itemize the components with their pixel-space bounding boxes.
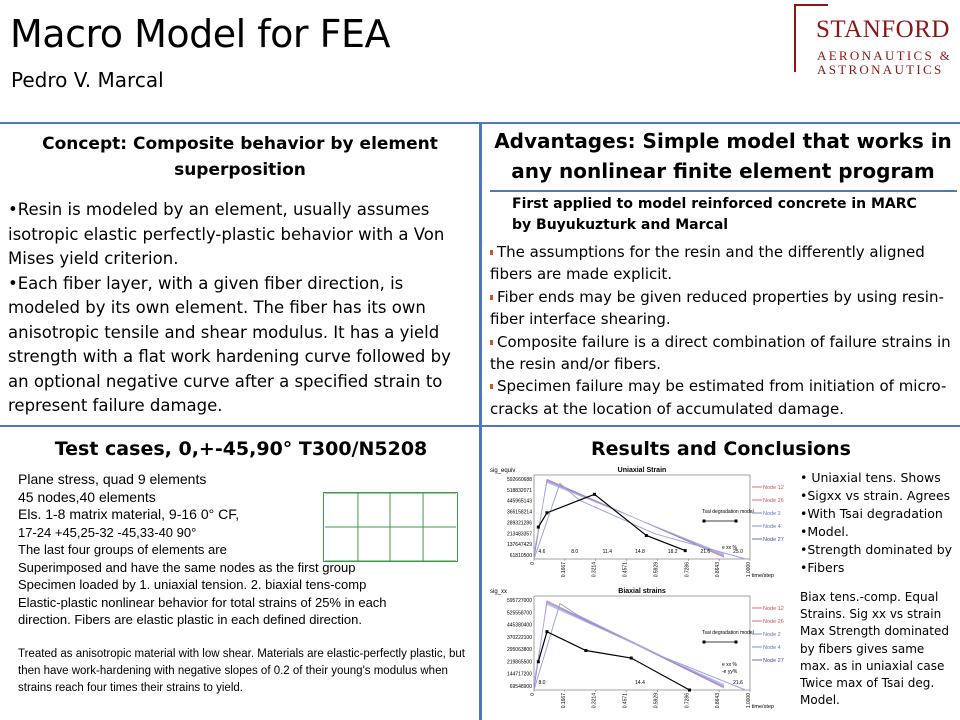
chart-legend-label: Node 2 — [763, 632, 781, 638]
advantages-subheading: First applied to model reinforced concrete in MARC by Buyukuzturk and Marcal — [512, 196, 917, 233]
chart-annotation-marker — [735, 641, 738, 644]
chart-point-label: 14.8 — [635, 549, 645, 555]
tests-line: Specimen loaded by 1. uniaxial tension. 2. biaxial tens-comp — [18, 577, 367, 592]
chart-xtick-label: 0.7286 — [684, 562, 691, 578]
results-line: Biax tens.-comp. Equal — [800, 590, 939, 604]
chart-xtick-label: 1.0000 — [746, 693, 752, 709]
chart-node-curve — [534, 602, 724, 688]
results-line: Max Strength dominated — [800, 624, 949, 639]
chart-xtick-label: 0.3214 — [591, 562, 598, 578]
results-bullet: •With Tsai degradation — [800, 506, 943, 521]
chart-point-label: 4.6 — [538, 549, 546, 555]
chart-point-label: 18.2 — [667, 549, 678, 555]
tests-line: direction. Fibers are elastic plastic in each defined direction. — [18, 612, 362, 627]
results-line: max. as in uniaxial case — [800, 658, 945, 673]
advantages-item — [490, 241, 952, 286]
logo-main-text: STANFORD — [816, 16, 950, 43]
bullet-icon — [490, 250, 493, 255]
uniaxial-strain-chart — [488, 463, 794, 581]
chart-xlabel: time/step — [751, 573, 774, 579]
chart-xtick-label: 0.1667 — [560, 562, 567, 578]
stanford-logo — [788, 4, 960, 76]
chart-xtick-label: 0 — [530, 693, 536, 696]
chart-series-line — [538, 632, 689, 690]
advantages-item-text: Fiber ends may be given reduced properties by using resin-fiber interface shearing. — [490, 287, 944, 329]
chart-xlabel: time/step — [751, 704, 774, 710]
chart-xtick-label: 0.3214 — [591, 693, 598, 709]
chart-point — [537, 660, 540, 663]
chart-ylabel: sig_xx — [490, 589, 508, 595]
biaxial-strain-chart — [488, 584, 794, 712]
logo-hook — [794, 4, 828, 6]
chart-legend-label: Node 12 — [763, 485, 784, 491]
chart-point — [593, 493, 596, 496]
chart-ylabel: sig_equiv — [490, 468, 516, 474]
results-bullet: •Model. — [800, 524, 849, 539]
chart-ytick-label: 445380400 — [506, 622, 532, 629]
chart-ytick-label: 445965143 — [506, 498, 532, 505]
tests-line: The last four groups of elements are — [18, 542, 227, 557]
results-line: Model. — [800, 693, 840, 708]
chart-annotation: Tsai degradation model — [702, 630, 754, 636]
author-name: Pedro V. Marcal — [11, 68, 164, 92]
chart-point — [545, 630, 548, 633]
results-line: Strains. Sig xx vs strain — [800, 607, 942, 622]
chart-xtick-label: 0.8643 — [715, 562, 722, 578]
chart-xtick-label: 0.5929 — [653, 693, 660, 709]
tests-line: Plane stress, quad 9 elements — [18, 471, 207, 487]
chart-point — [684, 549, 687, 552]
chart-ytick-label: 213483357 — [506, 531, 532, 538]
chart-legend-label: Node 2 — [763, 511, 781, 517]
chart-ytick-label: 61810500 — [509, 553, 532, 559]
chart-point-label: 21.6 — [700, 549, 711, 555]
tests-line: Elastic-plastic nonlinear behavior for total strains of 25% in each — [18, 594, 387, 610]
chart-xtick-label: 0 — [530, 562, 536, 565]
chart-ytick-label: 595727000 — [506, 598, 532, 604]
poster-title: Macro Model for FEA — [10, 12, 390, 56]
bullet-icon — [490, 340, 493, 345]
chart-legend-label: Node 26 — [763, 498, 784, 504]
chart-legend-label: Node 27 — [763, 658, 784, 664]
fe-mesh-diagram — [323, 492, 458, 562]
chart-title: Uniaxial Strain — [617, 467, 667, 474]
chart-legend-label: Node 26 — [763, 619, 784, 625]
chart-ytick-label: 525558700 — [506, 610, 532, 617]
chart-annotation-marker — [703, 520, 706, 523]
advantages-item — [490, 286, 952, 331]
chart-ytick-label: 518832071 — [506, 487, 532, 494]
chart-point-label: 8.0 — [538, 680, 546, 686]
chart-point-label: 8.0 — [571, 549, 579, 555]
chart-axis-annotation: e xx % — [722, 545, 738, 551]
chart-xtick-label: 0.7286 — [684, 693, 691, 709]
advantages-underline — [490, 190, 957, 192]
chart-point-label: 11.4 — [602, 549, 613, 555]
logo-bar — [794, 4, 796, 72]
advantages-item — [490, 331, 952, 376]
advantages-item-text: Composite failure is a direct combination of failure strains in the resin and/or fibers. — [490, 332, 951, 374]
chart-title: Biaxial strains — [618, 588, 666, 595]
bullet-icon — [490, 295, 493, 300]
advantages-item — [490, 375, 952, 420]
chart-ytick-label: 370222100 — [506, 634, 532, 641]
advantages-item-text: Specimen failure may be estimated from initiation of micro-cracks at the location of accumulated damage. — [490, 377, 947, 418]
chart-ytick-label: 137647429 — [506, 542, 532, 549]
chart-ytick-label: 592660688 — [506, 477, 532, 483]
concept-paragraph: •Resin is modeled by an element, usually assumes isotropic elastic perfectly-plastic behavior with a Von Mises yield criterion. — [8, 200, 445, 268]
chart-node-curve — [534, 479, 724, 559]
chart-ytick-label: 144717200 — [506, 671, 532, 678]
results-bullets — [800, 469, 958, 577]
chart-legend-label: Node 27 — [763, 537, 784, 543]
logo-sub-line2: ASTRONAUTICS — [817, 62, 944, 77]
results-line: by fibers gives same — [800, 641, 925, 656]
chart-xtick-label: 0.5929 — [653, 562, 660, 578]
results-line: Twice max of Tsai deg. — [800, 676, 935, 691]
chart-xtick-label: 1.0000 — [746, 562, 752, 578]
chart-axis-annotation: -e yy% — [722, 669, 738, 675]
tests-small-text: Treated as anisotropic material with low shear. Materials are elastic-perfectly plastic, but then have work-hardening with negative slopes of 0.2 of their young's modulus when strains reach four times their strains to yield. — [18, 648, 465, 694]
chart-legend-label: Node 4 — [763, 645, 781, 651]
results-bullet: •Strength dominated by — [800, 542, 953, 557]
chart-annotation-marker — [703, 641, 706, 644]
chart-annotation: Tsai degradation model — [702, 509, 754, 515]
chart-xtick-label: 0.4571 — [622, 562, 629, 578]
chart-point — [645, 534, 648, 537]
bullet-icon — [490, 384, 493, 389]
results-conclusion — [800, 589, 958, 709]
tests-line: Superimposed and have the same nodes as the first group — [18, 559, 356, 575]
chart-legend-label: Node 12 — [763, 606, 784, 612]
chart-xtick-label: 0.1667 — [560, 693, 567, 709]
tests-line: 17-24 +45,25-32 -45,33-40 90° — [18, 524, 197, 540]
chart-point-label: 25.0 — [733, 549, 743, 555]
advantages-item-text: The assumptions for the resin and the differently aligned fibers are made explicit. — [490, 243, 925, 284]
tests-heading: Test cases, 0,+-45,90° T300/N5208 — [54, 438, 428, 460]
chart-point — [688, 689, 691, 692]
results-bullet: •Fibers — [800, 560, 845, 575]
tests-line: 45 nodes,40 elements — [18, 488, 156, 505]
chart-series-line — [538, 494, 685, 550]
center-divider — [479, 122, 482, 720]
logo-sub-line1: AERONAUTICS & — [817, 48, 952, 63]
results-bullet: • Uniaxial tens. Shows — [800, 470, 941, 485]
concept-text — [8, 198, 474, 419]
chart-ytick-label: 366158214 — [506, 509, 532, 516]
chart-ytick-label: 295063800 — [506, 647, 532, 654]
chart-xtick-label: 0.4571 — [622, 693, 629, 709]
advantages-heading: Advantages: Simple model that works in any nonlinear finite element program — [494, 129, 952, 183]
chart-axis-annotation: e xx % — [722, 662, 738, 668]
chart-ytick-label: 219865500 — [506, 659, 532, 666]
chart-ytick-label: 289321286 — [506, 520, 532, 527]
tests-line: Els. 1-8 matrix material, 9-16 0° CF, — [18, 506, 240, 522]
concept-paragraph: •Each fiber layer, with a given fiber direction, is modeled by its own element. The fiber has its own anisotropic tensile and shear modulus. It has a yield strength with a flat work hardening curve followed by an optional negative curve after a specified strain to represent failure damage. — [8, 273, 451, 415]
results-heading: Results and Conclusions — [591, 438, 851, 460]
chart-point-label: 21.6 — [733, 680, 743, 686]
advantages-list — [490, 241, 952, 420]
chart-point — [537, 526, 540, 529]
chart-annotation-marker — [735, 520, 738, 523]
chart-node-curve — [534, 480, 724, 557]
chart-point — [545, 511, 548, 514]
chart-ytick-label: 69548900 — [509, 684, 532, 690]
chart-legend-label: Node 4 — [763, 524, 781, 530]
chart-point — [584, 649, 587, 652]
results-bullet: •Sigxx vs strain. Agrees — [800, 488, 951, 503]
chart-point — [630, 657, 633, 660]
chart-point-label: 14.4 — [635, 680, 645, 686]
concept-heading: Concept: Composite behavior by element superposition — [42, 134, 438, 180]
chart-xtick-label: 0.8643 — [715, 693, 722, 709]
chart-node-curve — [534, 601, 724, 690]
